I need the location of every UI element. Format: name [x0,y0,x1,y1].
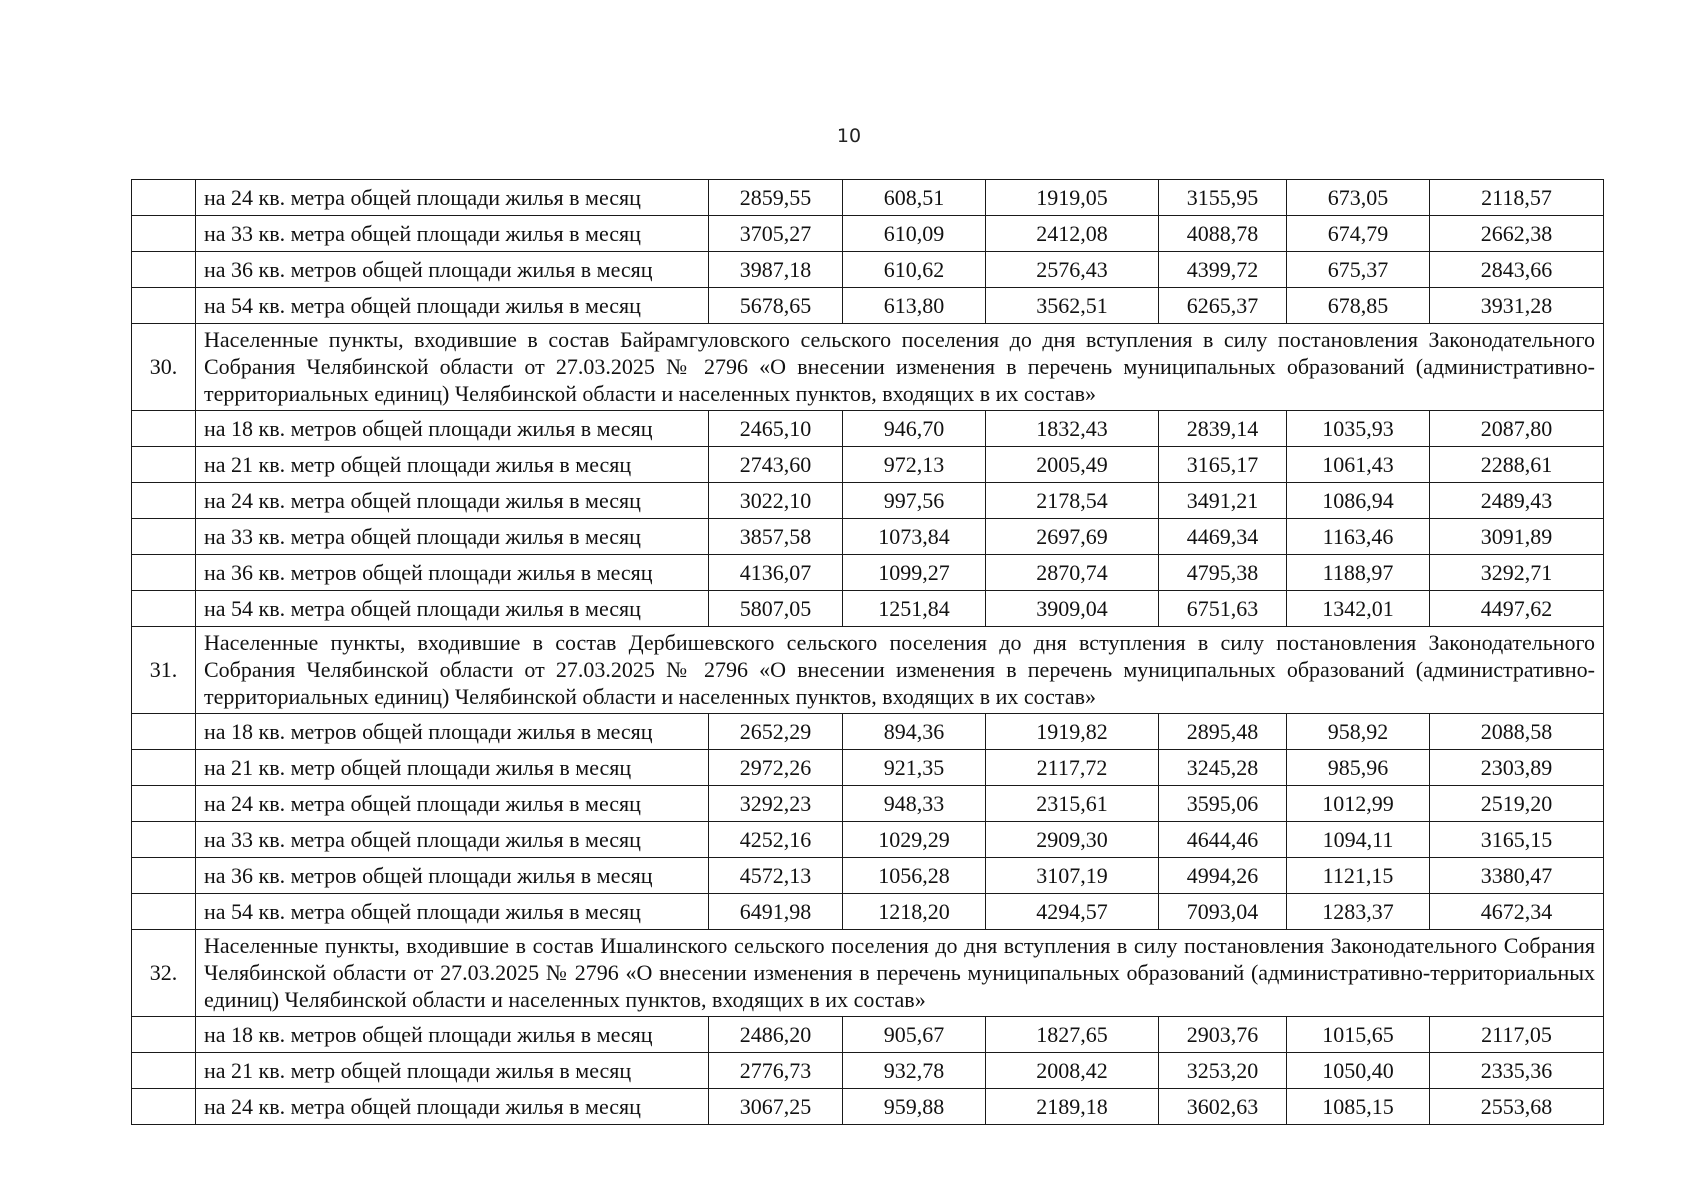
value-cell: 613,80 [843,288,986,324]
section-number: 30. [132,324,196,411]
table-row [132,519,1604,555]
value-cell: 932,78 [843,1053,986,1089]
value-cell: 997,56 [843,483,986,519]
value-cell: 1035,93 [1287,411,1430,447]
row-index-cell [132,1053,196,1089]
value-cell: 1832,43 [986,411,1159,447]
table-row [132,894,1604,930]
value-cell: 3165,17 [1159,447,1287,483]
row-label: на 24 кв. метра общей площади жилья в месяц [196,483,709,519]
value-cell: 2553,68 [1430,1089,1604,1125]
value-cell: 1050,40 [1287,1053,1430,1089]
value-cell: 2178,54 [986,483,1159,519]
value-cell: 3380,47 [1430,858,1604,894]
value-cell: 3155,95 [1159,180,1287,216]
value-cell: 678,85 [1287,288,1430,324]
row-index-cell [132,519,196,555]
value-cell: 1056,28 [843,858,986,894]
value-cell: 4252,16 [709,822,843,858]
value-cell: 2576,43 [986,252,1159,288]
value-cell: 2117,72 [986,750,1159,786]
value-cell: 1086,94 [1287,483,1430,519]
value-cell: 4672,34 [1430,894,1604,930]
row-index-cell [132,1089,196,1125]
value-cell: 2486,20 [709,1017,843,1053]
value-cell: 6265,37 [1159,288,1287,324]
table-row [132,1017,1604,1053]
section-number: 32. [132,930,196,1017]
row-index-cell [132,1017,196,1053]
value-cell: 3491,21 [1159,483,1287,519]
value-cell: 3602,63 [1159,1089,1287,1125]
row-index-cell [132,180,196,216]
value-cell: 610,62 [843,252,986,288]
value-cell: 2189,18 [986,1089,1159,1125]
value-cell: 946,70 [843,411,986,447]
value-cell: 2843,66 [1430,252,1604,288]
value-cell: 1073,84 [843,519,986,555]
value-cell: 3705,27 [709,216,843,252]
value-cell: 2662,38 [1430,216,1604,252]
row-index-cell [132,483,196,519]
value-cell: 4497,62 [1430,591,1604,627]
row-label: на 33 кв. метра общей площади жилья в месяц [196,822,709,858]
table-row [132,288,1604,324]
value-cell: 3022,10 [709,483,843,519]
section-heading-row [132,627,1604,714]
value-cell: 4795,38 [1159,555,1287,591]
value-cell: 2315,61 [986,786,1159,822]
value-cell: 3292,71 [1430,555,1604,591]
value-cell: 3857,58 [709,519,843,555]
value-cell: 4399,72 [1159,252,1287,288]
value-cell: 1827,65 [986,1017,1159,1053]
tariff-table [131,179,1604,1125]
row-label: на 18 кв. метров общей площади жилья в месяц [196,714,709,750]
value-cell: 3931,28 [1430,288,1604,324]
value-cell: 2117,05 [1430,1017,1604,1053]
value-cell: 1342,01 [1287,591,1430,627]
value-cell: 3091,89 [1430,519,1604,555]
value-cell: 1919,82 [986,714,1159,750]
value-cell: 2972,26 [709,750,843,786]
row-label: на 36 кв. метров общей площади жилья в месяц [196,555,709,591]
value-cell: 2489,43 [1430,483,1604,519]
value-cell: 1099,27 [843,555,986,591]
value-cell: 1029,29 [843,822,986,858]
table-row [132,180,1604,216]
value-cell: 4088,78 [1159,216,1287,252]
value-cell: 2776,73 [709,1053,843,1089]
row-label: на 21 кв. метр общей площади жилья в месяц [196,1053,709,1089]
value-cell: 1251,84 [843,591,986,627]
value-cell: 2465,10 [709,411,843,447]
value-cell: 2903,76 [1159,1017,1287,1053]
value-cell: 2519,20 [1430,786,1604,822]
value-cell: 610,09 [843,216,986,252]
row-label: на 54 кв. метра общей площади жилья в месяц [196,288,709,324]
value-cell: 5678,65 [709,288,843,324]
value-cell: 1015,65 [1287,1017,1430,1053]
value-cell: 4136,07 [709,555,843,591]
value-cell: 674,79 [1287,216,1430,252]
row-index-cell [132,288,196,324]
value-cell: 1012,99 [1287,786,1430,822]
table-row [132,216,1604,252]
table-row [132,411,1604,447]
row-index-cell [132,411,196,447]
value-cell: 1919,05 [986,180,1159,216]
table-row [132,858,1604,894]
value-cell: 985,96 [1287,750,1430,786]
row-index-cell [132,750,196,786]
table-row [132,483,1604,519]
value-cell: 2743,60 [709,447,843,483]
table-row [132,822,1604,858]
value-cell: 3987,18 [709,252,843,288]
value-cell: 3292,23 [709,786,843,822]
row-index-cell [132,591,196,627]
value-cell: 2859,55 [709,180,843,216]
row-label: на 54 кв. метра общей площади жилья в месяц [196,591,709,627]
value-cell: 4994,26 [1159,858,1287,894]
value-cell: 2697,69 [986,519,1159,555]
row-label: на 21 кв. метр общей площади жилья в месяц [196,447,709,483]
value-cell: 2088,58 [1430,714,1604,750]
value-cell: 1283,37 [1287,894,1430,930]
value-cell: 4644,46 [1159,822,1287,858]
value-cell: 3253,20 [1159,1053,1287,1089]
table-row [132,786,1604,822]
row-index-cell [132,786,196,822]
table-row [132,1053,1604,1089]
value-cell: 2909,30 [986,822,1159,858]
section-heading: Населенные пункты, входившие в состав Дербишевского сельского поселения до дня вступления в силу постановления Законодательного Собрания Челябинской области от 27.03.2025 № 2796 «О внесении изменения в перечень муниципальных образований (административно-территориальных единиц) Челябинской области и населенных пунктов, входящих в их состав» [196,627,1604,714]
value-cell: 1061,43 [1287,447,1430,483]
value-cell: 2087,80 [1430,411,1604,447]
value-cell: 1188,97 [1287,555,1430,591]
table-row [132,591,1604,627]
value-cell: 3909,04 [986,591,1159,627]
value-cell: 3067,25 [709,1089,843,1125]
row-label: на 24 кв. метра общей площади жилья в месяц [196,180,709,216]
value-cell: 4572,13 [709,858,843,894]
section-heading: Населенные пункты, входившие в состав Ишалинского сельского поселения до дня вступления в силу постановления Законодательного Собрания Челябинской области от 27.03.2025 № 2796 «О внесении изменения в перечень муниципальных образований (административно-территориальных единиц) Челябинской области и населенных пунктов, входящих в их состав» [196,930,1604,1017]
row-label: на 33 кв. метра общей площади жилья в месяц [196,519,709,555]
value-cell: 7093,04 [1159,894,1287,930]
row-index-cell [132,447,196,483]
value-cell: 2412,08 [986,216,1159,252]
row-label: на 24 кв. метра общей площади жилья в месяц [196,1089,709,1125]
value-cell: 1218,20 [843,894,986,930]
value-cell: 675,37 [1287,252,1430,288]
row-label: на 33 кв. метра общей площади жилья в месяц [196,216,709,252]
value-cell: 972,13 [843,447,986,483]
section-number: 31. [132,627,196,714]
table-row [132,447,1604,483]
value-cell: 2288,61 [1430,447,1604,483]
value-cell: 2839,14 [1159,411,1287,447]
value-cell: 2118,57 [1430,180,1604,216]
value-cell: 4469,34 [1159,519,1287,555]
value-cell: 3595,06 [1159,786,1287,822]
value-cell: 2303,89 [1430,750,1604,786]
value-cell: 1094,11 [1287,822,1430,858]
value-cell: 3165,15 [1430,822,1604,858]
value-cell: 3562,51 [986,288,1159,324]
table-body [132,180,1604,1125]
row-index-cell [132,252,196,288]
row-label: на 36 кв. метров общей площади жилья в месяц [196,252,709,288]
row-label: на 54 кв. метра общей площади жилья в месяц [196,894,709,930]
value-cell: 2008,42 [986,1053,1159,1089]
value-cell: 958,92 [1287,714,1430,750]
value-cell: 1085,15 [1287,1089,1430,1125]
value-cell: 2005,49 [986,447,1159,483]
value-cell: 5807,05 [709,591,843,627]
row-index-cell [132,555,196,591]
value-cell: 2895,48 [1159,714,1287,750]
row-label: на 21 кв. метр общей площади жилья в месяц [196,750,709,786]
page-number: 10 [836,125,862,147]
value-cell: 921,35 [843,750,986,786]
value-cell: 1121,15 [1287,858,1430,894]
value-cell: 959,88 [843,1089,986,1125]
section-heading-row [132,930,1604,1017]
row-index-cell [132,714,196,750]
value-cell: 3107,19 [986,858,1159,894]
section-heading-row [132,324,1604,411]
row-index-cell [132,216,196,252]
table-row [132,1089,1604,1125]
row-index-cell [132,822,196,858]
value-cell: 6491,98 [709,894,843,930]
value-cell: 948,33 [843,786,986,822]
section-heading: Населенные пункты, входившие в состав Байрамгуловского сельского поселения до дня вступления в силу постановления Законодательного Собрания Челябинской области от 27.03.2025 № 2796 «О внесении изменения в перечень муниципальных образований (административно-территориальных единиц) Челябинской области и населенных пунктов, входящих в их состав» [196,324,1604,411]
value-cell: 4294,57 [986,894,1159,930]
value-cell: 2652,29 [709,714,843,750]
row-label: на 24 кв. метра общей площади жилья в месяц [196,786,709,822]
row-label: на 18 кв. метров общей площади жилья в месяц [196,411,709,447]
table-row [132,252,1604,288]
value-cell: 6751,63 [1159,591,1287,627]
row-index-cell [132,858,196,894]
value-cell: 2335,36 [1430,1053,1604,1089]
value-cell: 905,67 [843,1017,986,1053]
table-row [132,750,1604,786]
value-cell: 673,05 [1287,180,1430,216]
row-label: на 36 кв. метров общей площади жилья в месяц [196,858,709,894]
table-row [132,714,1604,750]
value-cell: 894,36 [843,714,986,750]
table-row [132,555,1604,591]
value-cell: 1163,46 [1287,519,1430,555]
value-cell: 3245,28 [1159,750,1287,786]
value-cell: 608,51 [843,180,986,216]
row-label: на 18 кв. метров общей площади жилья в месяц [196,1017,709,1053]
row-index-cell [132,894,196,930]
value-cell: 2870,74 [986,555,1159,591]
